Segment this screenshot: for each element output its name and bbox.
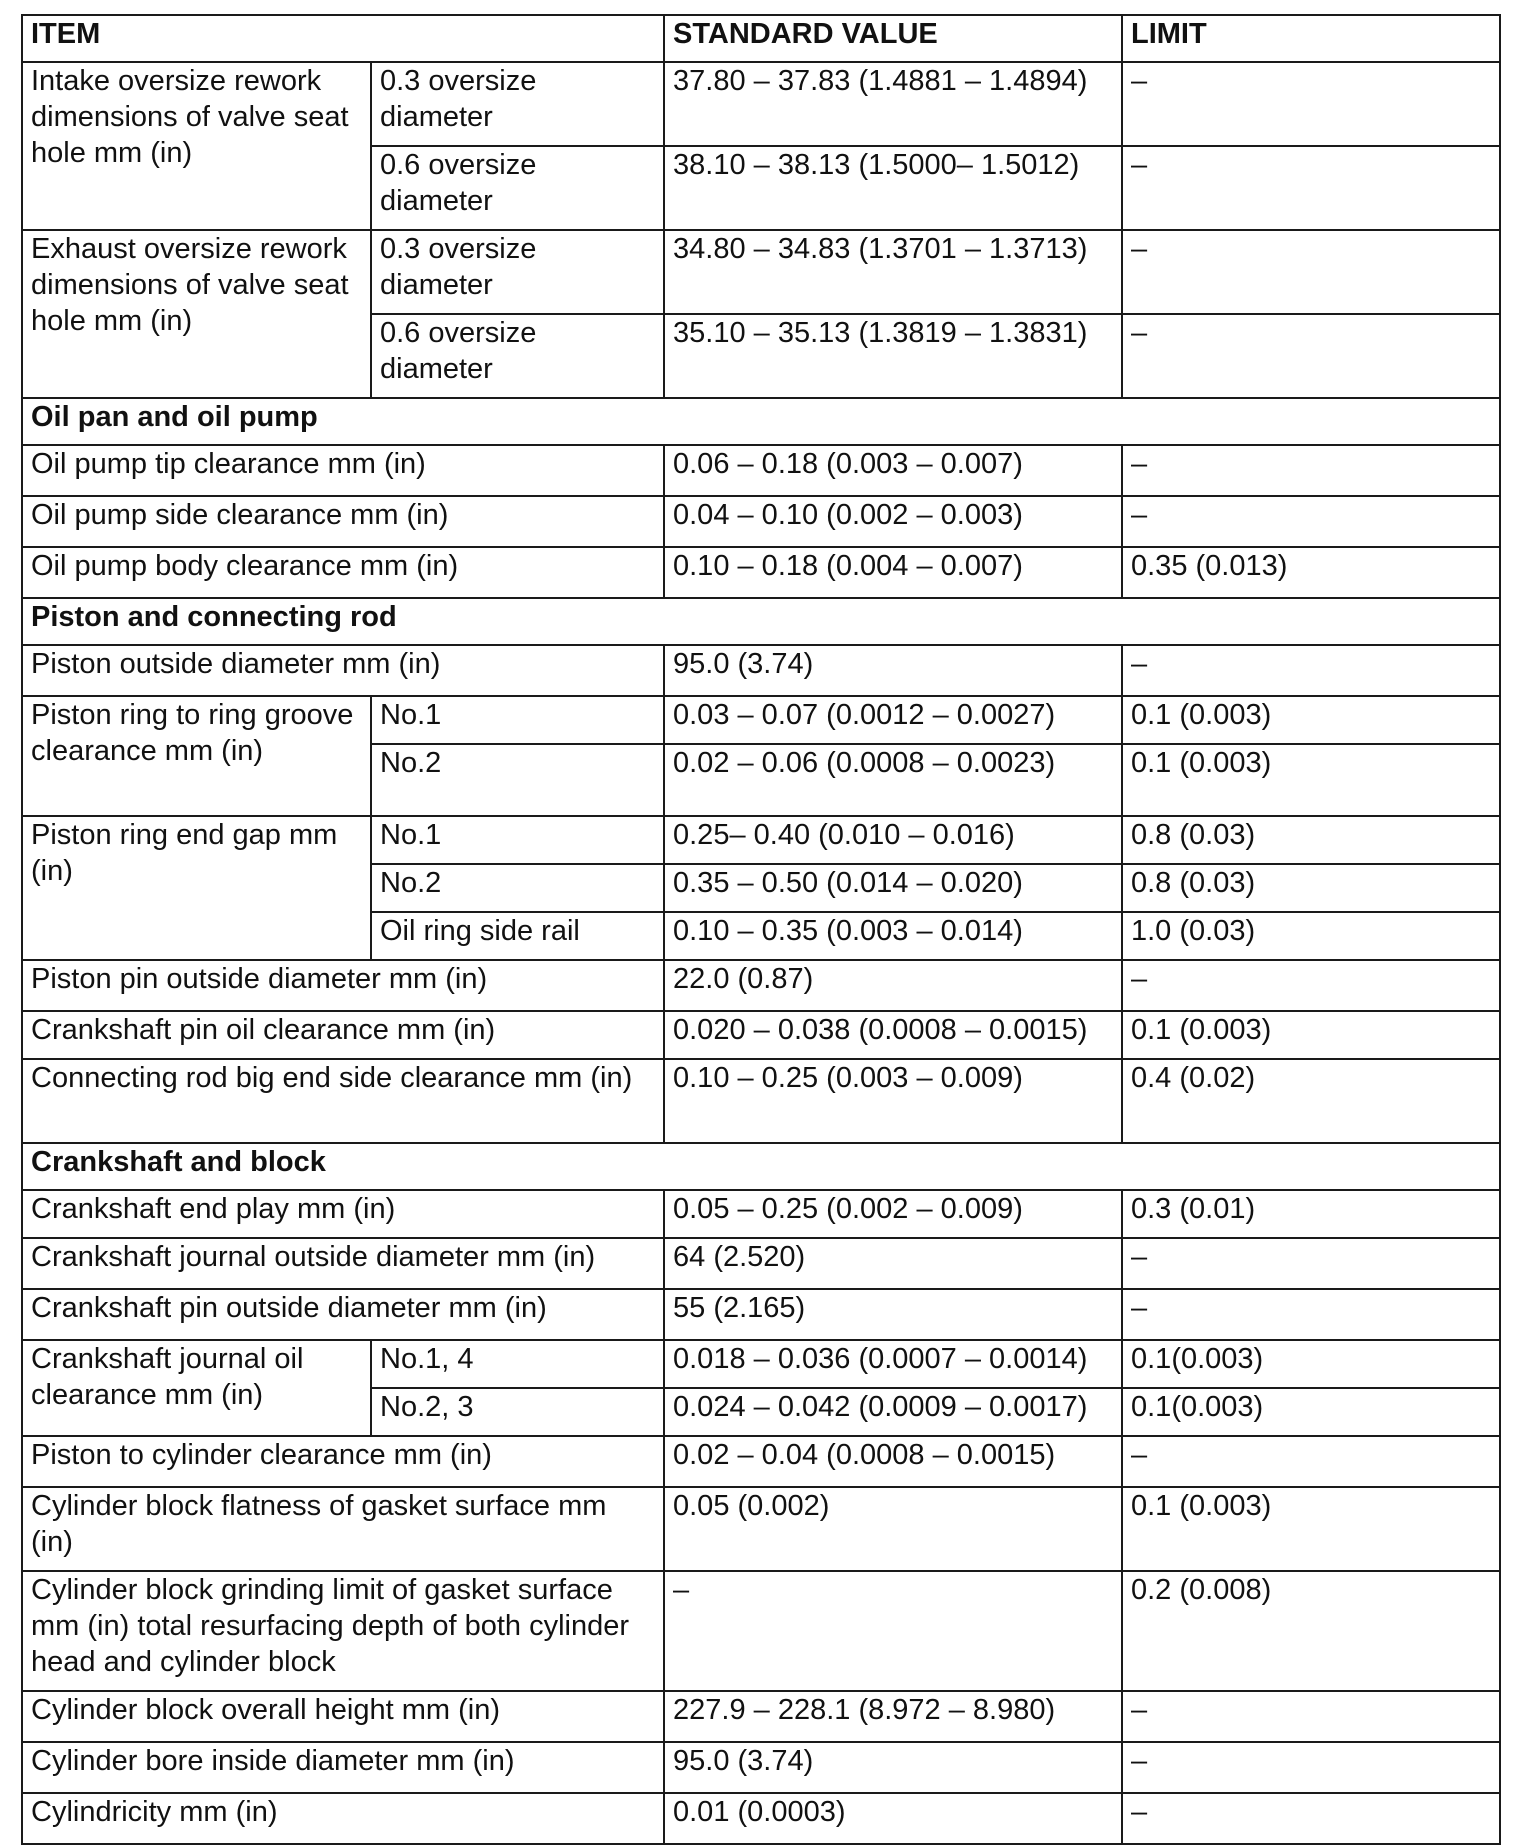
- limit-value: 0.8 (0.03): [1122, 816, 1500, 864]
- limit-value: 0.35 (0.013): [1122, 547, 1500, 598]
- table-row: [22, 1571, 1500, 1691]
- table-header-row: [22, 15, 1500, 62]
- limit-value: 0.1 (0.003): [1122, 696, 1500, 744]
- table-row: [22, 1011, 1500, 1059]
- standard-value: 34.80 – 34.83 (1.3701 – 1.3713): [664, 230, 1122, 314]
- limit-value: 1.0 (0.03): [1122, 912, 1500, 960]
- table-row: [22, 496, 1500, 547]
- item-label: Piston ring to ring groove clearance mm (in): [22, 696, 371, 816]
- standard-value: 0.02 – 0.06 (0.0008 – 0.0023): [664, 744, 1122, 816]
- limit-value: –: [1122, 1742, 1500, 1793]
- limit-value: –: [1122, 445, 1500, 496]
- section-title-piston: Piston and connecting rod: [22, 598, 1500, 645]
- sub-item: 0.6 oversize diameter: [371, 314, 664, 398]
- limit-value: –: [1122, 230, 1500, 314]
- standard-value: 55 (2.165): [664, 1289, 1122, 1340]
- item-label: Crankshaft journal oil clearance mm (in): [22, 1340, 371, 1436]
- standard-value: 0.020 – 0.038 (0.0008 – 0.0015): [664, 1011, 1122, 1059]
- item-label: Crankshaft pin outside diameter mm (in): [22, 1289, 664, 1340]
- standard-value: 95.0 (3.74): [664, 1742, 1122, 1793]
- table-row: [22, 1742, 1500, 1793]
- table-row: [22, 1190, 1500, 1238]
- limit-value: –: [1122, 1289, 1500, 1340]
- standard-value: 0.10 – 0.18 (0.004 – 0.007): [664, 547, 1122, 598]
- item-label: Exhaust oversize rework dimensions of valve seat hole mm (in): [22, 230, 371, 398]
- item-label: Piston pin outside diameter mm (in): [22, 960, 664, 1011]
- table-row: [22, 960, 1500, 1011]
- sub-item: No.2, 3: [371, 1388, 664, 1436]
- limit-value: 0.8 (0.03): [1122, 864, 1500, 912]
- table-row: [22, 1238, 1500, 1289]
- limit-value: –: [1122, 62, 1500, 146]
- limit-value: –: [1122, 645, 1500, 696]
- limit-value: –: [1122, 1238, 1500, 1289]
- limit-value: 0.2 (0.008): [1122, 1571, 1500, 1691]
- standard-value: –: [664, 1571, 1122, 1691]
- table-row: [22, 645, 1500, 696]
- item-label: Cylindricity mm (in): [22, 1793, 664, 1844]
- standard-value: 0.01 (0.0003): [664, 1793, 1122, 1844]
- item-label: Crankshaft pin oil clearance mm (in): [22, 1011, 664, 1059]
- sub-item: 0.3 oversize diameter: [371, 230, 664, 314]
- standard-value: 0.04 – 0.10 (0.002 – 0.003): [664, 496, 1122, 547]
- section-header-row: [22, 1143, 1500, 1190]
- item-label: Piston outside diameter mm (in): [22, 645, 664, 696]
- limit-value: 0.1(0.003): [1122, 1388, 1500, 1436]
- limit-value: 0.3 (0.01): [1122, 1190, 1500, 1238]
- standard-value: 22.0 (0.87): [664, 960, 1122, 1011]
- header-limit: LIMIT: [1122, 15, 1500, 62]
- table-row: [22, 1059, 1500, 1143]
- item-label: Oil pump side clearance mm (in): [22, 496, 664, 547]
- standard-value: 95.0 (3.74): [664, 645, 1122, 696]
- section-title-oil: Oil pan and oil pump: [22, 398, 1500, 445]
- item-label: Cylinder block overall height mm (in): [22, 1691, 664, 1742]
- standard-value: 227.9 – 228.1 (8.972 – 8.980): [664, 1691, 1122, 1742]
- standard-value: 38.10 – 38.13 (1.5000– 1.5012): [664, 146, 1122, 230]
- table-row: [22, 816, 1500, 864]
- item-label: Oil pump tip clearance mm (in): [22, 445, 664, 496]
- spec-table: [21, 14, 1501, 1845]
- sub-item: 0.6 oversize diameter: [371, 146, 664, 230]
- table-row: [22, 1340, 1500, 1388]
- limit-value: –: [1122, 1691, 1500, 1742]
- limit-value: –: [1122, 314, 1500, 398]
- sub-item: No.1: [371, 696, 664, 744]
- table-row: [22, 696, 1500, 744]
- table-row: [22, 1691, 1500, 1742]
- limit-value: 0.4 (0.02): [1122, 1059, 1500, 1143]
- table-row: [22, 1793, 1500, 1844]
- header-standard-value: STANDARD VALUE: [664, 15, 1122, 62]
- limit-value: 0.1 (0.003): [1122, 1011, 1500, 1059]
- section-header-row: [22, 398, 1500, 445]
- sub-item: 0.3 oversize diameter: [371, 62, 664, 146]
- section-title-crank: Crankshaft and block: [22, 1143, 1500, 1190]
- sub-item: No.1: [371, 816, 664, 864]
- item-label: Crankshaft journal outside diameter mm (in): [22, 1238, 664, 1289]
- limit-value: –: [1122, 146, 1500, 230]
- item-label: Piston ring end gap mm (in): [22, 816, 371, 960]
- standard-value: 64 (2.520): [664, 1238, 1122, 1289]
- table-row: [22, 445, 1500, 496]
- limit-value: 0.1 (0.003): [1122, 744, 1500, 816]
- item-label: Cylinder block grinding limit of gasket surface mm (in) total resurfacing depth of both cylinder head and cylinder block: [22, 1571, 664, 1691]
- limit-value: 0.1 (0.003): [1122, 1487, 1500, 1571]
- standard-value: 0.35 – 0.50 (0.014 – 0.020): [664, 864, 1122, 912]
- standard-value: 0.25– 0.40 (0.010 – 0.016): [664, 816, 1122, 864]
- item-label: Intake oversize rework dimensions of valve seat hole mm (in): [22, 62, 371, 230]
- limit-value: –: [1122, 960, 1500, 1011]
- standard-value: 0.024 – 0.042 (0.0009 – 0.0017): [664, 1388, 1122, 1436]
- standard-value: 0.05 – 0.25 (0.002 – 0.009): [664, 1190, 1122, 1238]
- limit-value: –: [1122, 496, 1500, 547]
- standard-value: 0.02 – 0.04 (0.0008 – 0.0015): [664, 1436, 1122, 1487]
- standard-value: 0.10 – 0.35 (0.003 – 0.014): [664, 912, 1122, 960]
- standard-value: 37.80 – 37.83 (1.4881 – 1.4894): [664, 62, 1122, 146]
- item-label: Cylinder block flatness of gasket surface mm (in): [22, 1487, 664, 1571]
- limit-value: –: [1122, 1793, 1500, 1844]
- header-item: ITEM: [22, 15, 664, 62]
- table-row: [22, 547, 1500, 598]
- limit-value: 0.1(0.003): [1122, 1340, 1500, 1388]
- sub-item: No.2: [371, 864, 664, 912]
- table-row: [22, 1289, 1500, 1340]
- item-label: Connecting rod big end side clearance mm (in): [22, 1059, 664, 1143]
- table-row: [22, 62, 1500, 146]
- item-label: Oil pump body clearance mm (in): [22, 547, 664, 598]
- sub-item: No.2: [371, 744, 664, 816]
- sub-item: No.1, 4: [371, 1340, 664, 1388]
- standard-value: 0.03 – 0.07 (0.0012 – 0.0027): [664, 696, 1122, 744]
- standard-value: 35.10 – 35.13 (1.3819 – 1.3831): [664, 314, 1122, 398]
- sub-item: Oil ring side rail: [371, 912, 664, 960]
- standard-value: 0.018 – 0.036 (0.0007 – 0.0014): [664, 1340, 1122, 1388]
- standard-value: 0.06 – 0.18 (0.003 – 0.007): [664, 445, 1122, 496]
- item-label: Crankshaft end play mm (in): [22, 1190, 664, 1238]
- section-header-row: [22, 598, 1500, 645]
- standard-value: 0.05 (0.002): [664, 1487, 1122, 1571]
- item-label: Piston to cylinder clearance mm (in): [22, 1436, 664, 1487]
- standard-value: 0.10 – 0.25 (0.003 – 0.009): [664, 1059, 1122, 1143]
- item-label: Cylinder bore inside diameter mm (in): [22, 1742, 664, 1793]
- table-row: [22, 230, 1500, 314]
- table-row: [22, 1436, 1500, 1487]
- table-row: [22, 1487, 1500, 1571]
- limit-value: –: [1122, 1436, 1500, 1487]
